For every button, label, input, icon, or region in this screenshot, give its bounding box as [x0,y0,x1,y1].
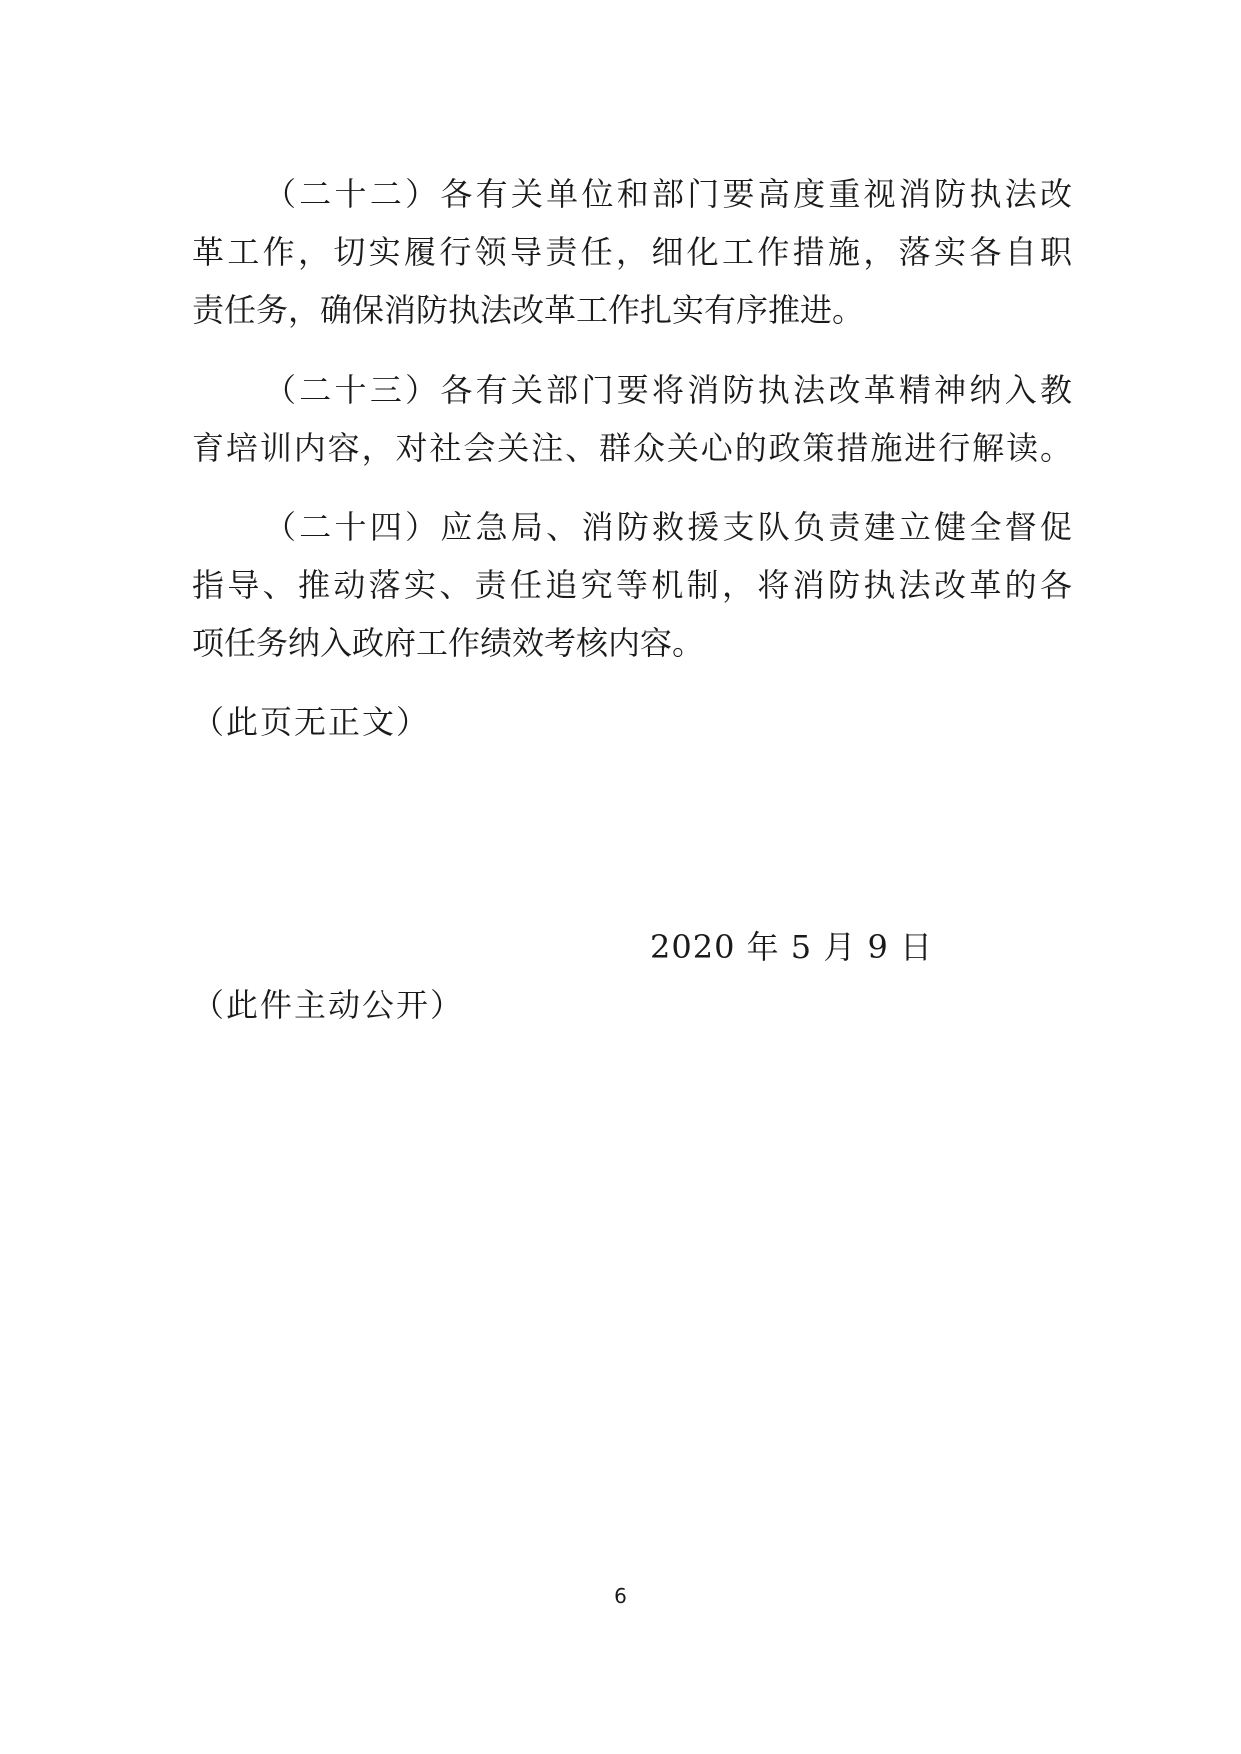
paragraph-24-line-1: （二十四）应急局、消防救援支队负责建立健全督促 [264,508,1072,546]
paragraph-24-line-2: 指导、推动落实、责任追究等机制，将消防执法改革的各 [192,566,1072,604]
paragraph-22-line-3: 责任务，确保消防执法改革工作扎实有序推进。 [192,291,865,329]
public-disclosure-note: （此件主动公开） [192,986,465,1024]
paragraph-23-line-1: （二十三）各有关部门要将消防执法改革精神纳入教 [264,371,1072,409]
issue-date: 2020 年 5 月 9 日 [650,928,934,966]
page-number: 6 [614,1584,627,1608]
paragraph-23-line-2: 育培训内容，对社会关注、群众关心的政策措施进行解读。 [192,429,1072,467]
no-body-note: （此页无正文） [192,703,431,741]
paragraph-22-line-2: 革工作，切实履行领导责任，细化工作措施，落实各自职 [192,233,1072,271]
paragraph-22-line-1: （二十二）各有关单位和部门要高度重视消防执法改 [264,175,1072,213]
paragraph-24-line-3: 项任务纳入政府工作绩效考核内容。 [192,624,705,662]
